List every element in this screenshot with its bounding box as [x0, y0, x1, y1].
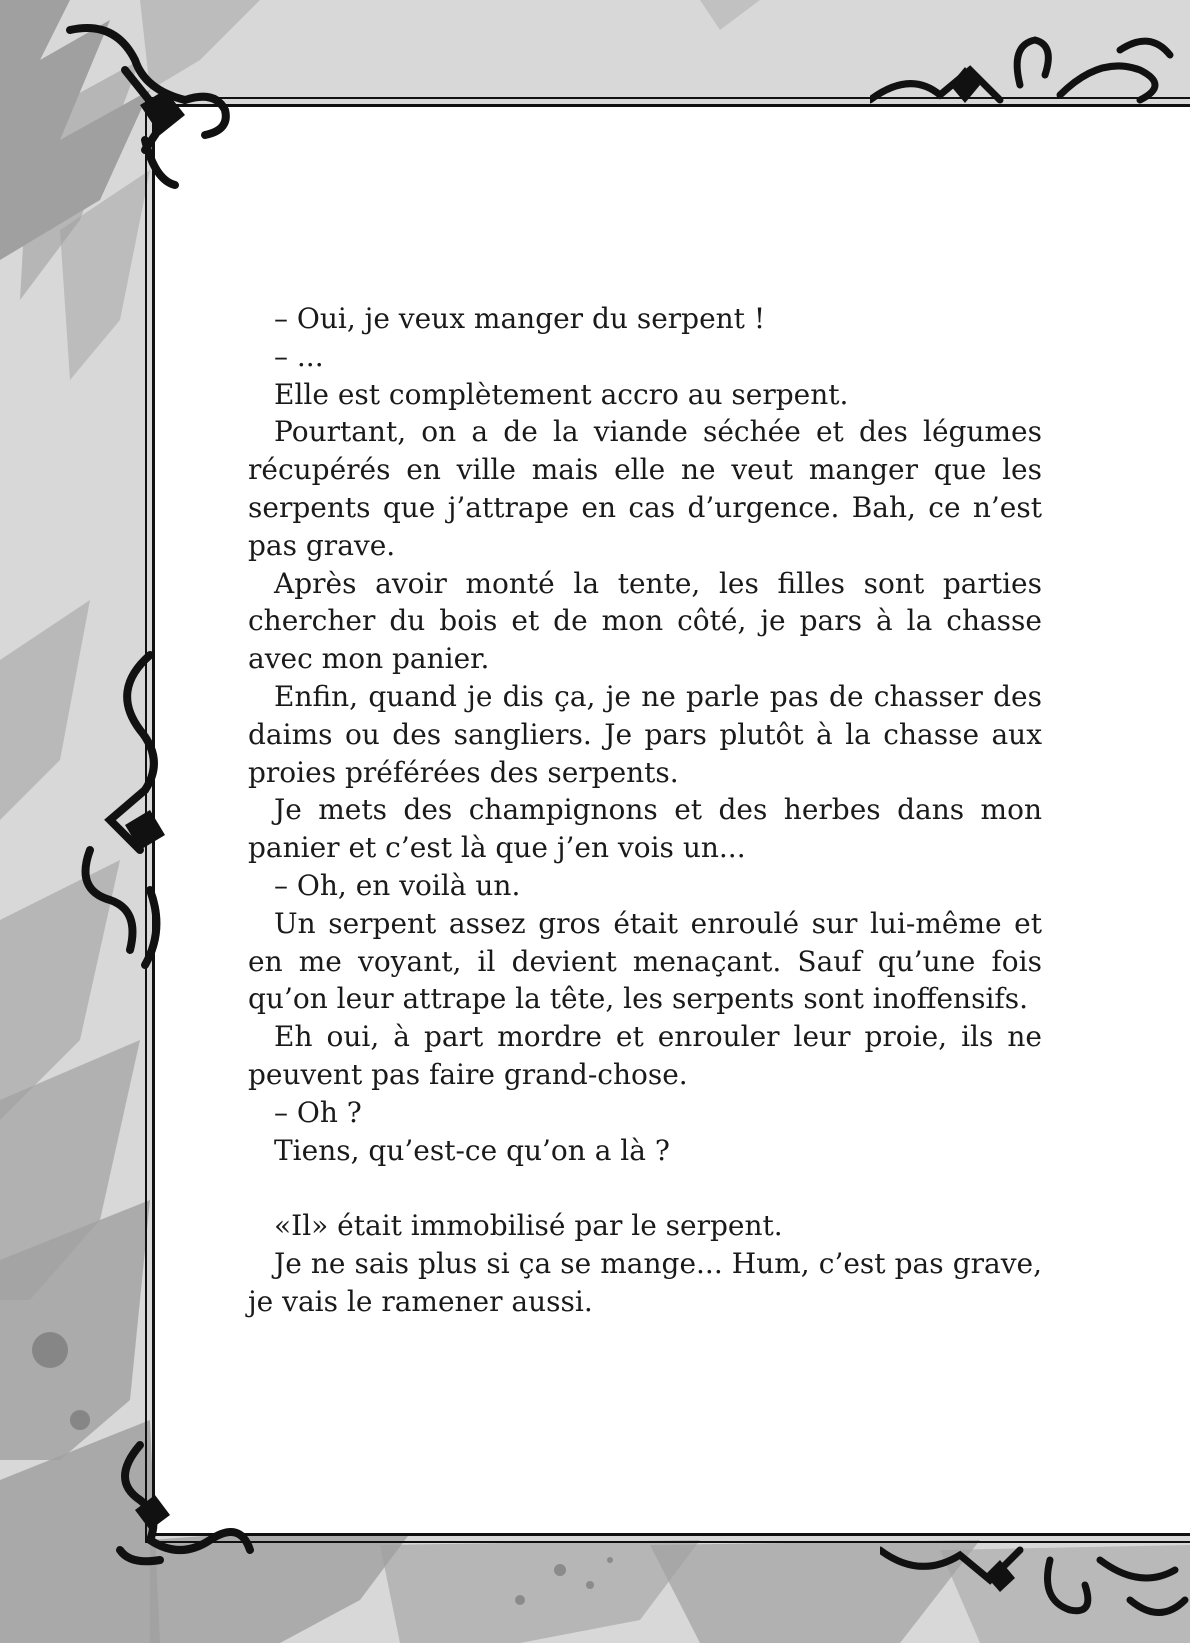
paragraph: Je mets des champignons et des herbes dans mon panier et c’est là que j’en vois un... [248, 793, 1042, 865]
left-middle-flourish-icon [70, 650, 180, 970]
paragraph: Tiens, qu’est-ce qu’on a là ? [274, 1133, 670, 1167]
bottom-left-flourish-icon [100, 1440, 260, 1570]
paragraph: Un serpent assez gros était enroulé sur lui-même et en me voyant, il devient menaçant. Sauf qu’une fois qu’on leur attrape la tête, les serpents sont inoffensifs. [248, 906, 1042, 1016]
paragraph: – Oh ? [274, 1095, 362, 1129]
top-right-flourish-icon [870, 25, 1190, 115]
paragraph: Après avoir monté la tente, les filles sont parties chercher du bois et de mon côté, je pars à la chasse avec mon panier. [248, 566, 1042, 676]
paragraph: – Oh, en voilà un. [274, 868, 521, 902]
paragraph: Enfin, quand je dis ça, je ne parle pas de chasser des daims ou des sangliers. Je pars plutôt à la chasse aux proies préférées des serpents. [248, 679, 1042, 789]
paragraph: Eh oui, à part mordre et enrouler leur proie, ils ne peuvent pas faire grand-chose. [248, 1020, 1042, 1091]
paragraph: Je ne sais plus si ça se mange... Hum, c’est pas grave, je vais le ramener aussi. [248, 1246, 1042, 1318]
top-left-flourish-icon [55, 10, 245, 200]
paragraph: Elle est complètement accro au serpent. [274, 377, 849, 411]
page-text [248, 300, 1042, 1321]
scene-break [248, 1169, 1042, 1207]
paragraph: – Oui, je veux manger du serpent ! [274, 302, 766, 335]
paragraph: Pourtant, on a de la viande séchée et des légumes récupérés en ville mais elle ne veut manger que les serpents que j’attrape en cas d’urgence. Bah, ce n’est pas grave. [248, 415, 1042, 562]
bottom-right-flourish-icon [880, 1530, 1190, 1630]
paragraph: – ... [274, 339, 324, 373]
paragraph: «Il» était immobilisé par le serpent. [274, 1209, 783, 1243]
